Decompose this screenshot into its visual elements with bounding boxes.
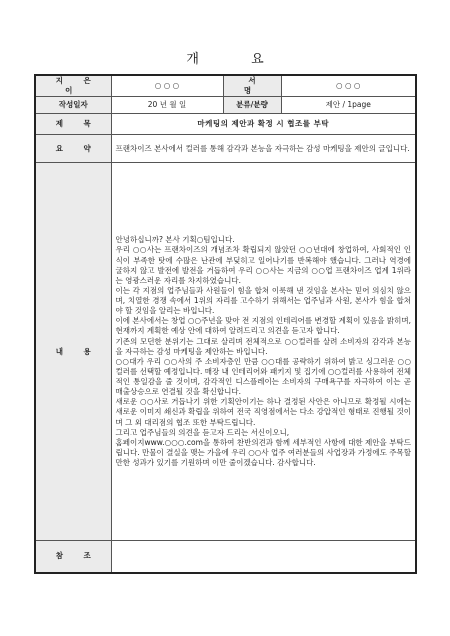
content-paragraph: 안녕하십니까? 본사 기획○팀입니다.	[115, 235, 235, 245]
summary-label: 요 약	[35, 135, 111, 163]
summary-value: 프랜차이즈 본사에서 컬러를 통해 감각과 본능을 자극하는 감성 마케팅을 제안의 글입니다.	[111, 135, 416, 163]
reference-value	[111, 541, 416, 573]
subject-label: 제 목	[35, 114, 111, 135]
date-value: 20 년 월 일	[111, 97, 223, 114]
author-label: 지 은 이	[35, 75, 111, 97]
signature-label: 서 명	[223, 75, 281, 97]
content-paragraph: 그리고 업주님들의 의견을 듣고자 드리는 서신이오니,	[115, 427, 290, 437]
content-label: 내 용	[35, 163, 111, 541]
content-paragraph: 이에 본사에서는 창업 ○○주년을 맞아 전 지점의 인테리어를 변경할 계획이 있음을 밝히며, 현재까지 계획한 예상 안에 대하여 알려드리고 의견을 듣고자 합니다.	[115, 316, 411, 336]
content-paragraph: 이는 각 지점의 업주님들과 사원들이 힘을 합쳐 이룩해 낸 것임을 본사는 믿어 의심치 않으며, 치열한 경쟁 속에서 1위의 자리를 고수하기 위해서는 업주님과 사원, 본사가 힘을 합쳐야 할 것임을 알리는 바입니다.	[115, 285, 411, 316]
content-paragraph: 우리 ○○사는 프랜차이즈의 개념조차 확립되지 않았던 ○○년대에 창업하여, 사회적인 인식이 부족한 탓에 수많은 난관에 부딪히고 일어나기를 반복해야 했습니다. 그러나 역경에 굴하지 않고 발전에 발전을 거듭하여 우리 ○○사는 지금의 ○○업 프랜차이즈 업계 1위라는 영광스러운 자리를 차지하였습니다.	[115, 245, 411, 285]
category-value: 제안 / 1page	[281, 97, 416, 114]
date-label: 작성일자	[35, 97, 111, 114]
reference-label: 참 조	[35, 541, 111, 573]
content-body	[111, 163, 416, 541]
content-paragraph: 새로운 ○○사로 거듭나기 위한 기획안이기는 하나 결정된 사안은 아니므로 확정될 시에는 새로운 이미지 쇄신과 확립을 위하여 전국 직영점에서는 다소 강압적인 형태로 진행될 것이며 그 외 대리점의 협조 또한 부탁드립니다.	[115, 397, 411, 427]
content-paragraph: 홈페이지www.○○○.com을 통하여 찬반의견과 함께 세부적인 사항에 대한 제안을 부탁드립니다. 만물이 결실을 맺는 가을에 우리 ○○사 업주 여러분들의 사업장과 가정에도 주목할만한 성과가 있기를 기원하며 이만 줄이겠습니다. 감사합니다.	[115, 437, 411, 468]
signature-value: ○ ○ ○	[281, 75, 416, 97]
author-value: ○ ○ ○	[111, 75, 223, 97]
page-title: 개 요	[186, 52, 288, 67]
category-label: 분류/분량	[223, 97, 281, 114]
overview-form	[34, 74, 417, 574]
content-paragraph: 기존의 모던한 분위기는 그대로 살리며 전체적으로 ○○컬러를 살려 소비자의 감각과 본능을 자극하는 감성 마케팅을 제안하는 바입니다.	[115, 336, 411, 356]
subject-value: 마케팅의 제안과 확정 시 협조를 부탁	[111, 114, 416, 135]
content-paragraph: ○○대가 우리 ○○사의 주 소비자층인 만큼 ○○대를 공략하기 위하여 밝고 싱그러운 ○○컬러를 선택할 예정입니다. 매장 내 인테리어와 패키지 및 집기에 ○○컬러를 사용하여 전체적인 통일감을 줄 것이며, 감각적인 디스플레이는 소비자의 구매욕구를 자극하여 이는 곧 매출상승으로 연결될 것을 확신합니다.	[115, 356, 411, 397]
